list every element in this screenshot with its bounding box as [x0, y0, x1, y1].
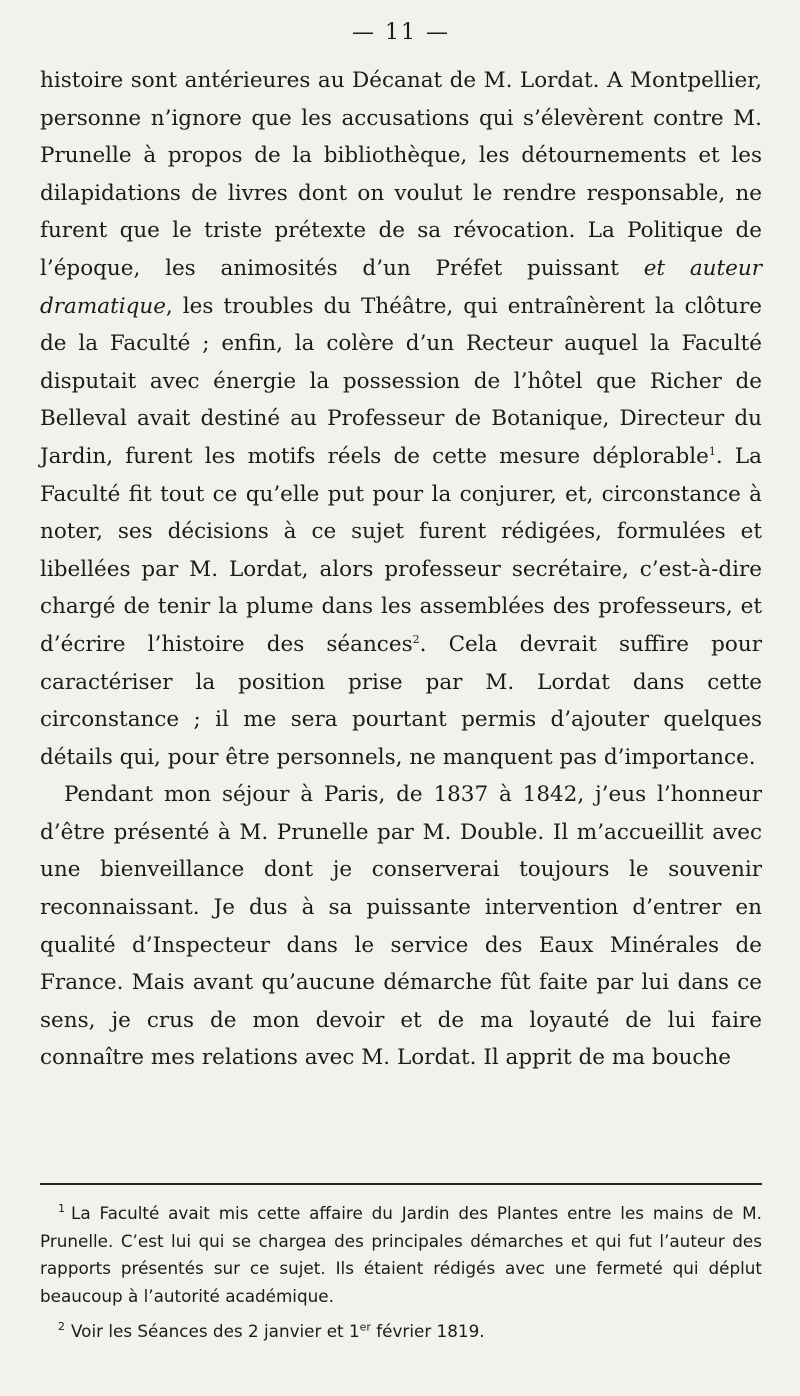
main-text [40, 62, 762, 1077]
footnote-1-mark: 1 [58, 1202, 65, 1216]
p1-text-1: histoire sont antérieures au Décanat de M. Lordat. A Montpellier, personne n’ignore que les accusations qui s’élevèrent contre M. Prunelle à propos de la bibliothèque, les détournements et les dilapidations de livres dont on voulut le rendre responsable, ne furent que le triste prétexte de sa révocation. La Politique de l’époque, les animosités d’un Préfet puissant [40, 68, 762, 281]
p1-text-4: . Cela devrait suffire pour caractériser la position prise par M. Lordat dans cette circonstance ; il me sera pourtant permis d’ajouter quelques détails qui, pour être personnels, ne manquent pas d’importance. [40, 631, 762, 770]
footnote-2-text-after: février 1819. [370, 1321, 485, 1341]
footnote-2 [40, 1318, 762, 1346]
footnote-2-mark: 2 [58, 1320, 65, 1334]
book-page [40, 0, 762, 1396]
p1-text-3: . La Faculté fit tout ce qu’elle put pour la conjurer, et, circonstance à noter, ses décisions à ce sujet furent rédigées, formulées et libellées par M. Lordat, alors professeur secrétaire, c’est-à-dire chargé de tenir la plume dans les assemblées des professeurs, et d’écrire l’histoire des séances [40, 443, 762, 657]
footnote-divider [40, 1183, 762, 1185]
paragraph-1 [40, 62, 762, 776]
footnote-ref-1[interactable]: 1 [708, 444, 716, 458]
p1-text-2: , les troubles du Théâtre, qui entraînèrent la clôture de la Faculté ; enfin, la colère d’un Recteur auquel la Faculté disputait avec énergie la possession de l’hôtel que Richer de Belleval avait destiné au Professeur de Botanique, Directeur du Jardin, furent les motifs réels de cette mesure déplorable [40, 293, 762, 469]
footnote-2-ordinal: er [359, 1320, 371, 1334]
footnote-1-text: La Faculté avait mis cette affaire du Jardin des Plantes entre les mains de M. Prunelle. C’est lui qui se chargea des principales démarches et qui fut l’auteur des rapports présentés sur ce sujet. Ils étaient rédigés avec une fermeté qui déplut beaucoup à l’autorité académique. [40, 1203, 762, 1306]
page-number: — 11 — [352, 20, 450, 45]
footnotes [40, 1200, 762, 1346]
p1-italic: et auteur dramatique [40, 255, 762, 319]
footnote-1 [40, 1200, 762, 1310]
footnote-ref-2[interactable]: 2 [412, 632, 420, 646]
footnote-2-text-before: Voir les Séances des 2 janvier et 1 [71, 1321, 360, 1341]
paragraph-2: Pendant mon séjour à Paris, de 1837 à 1842, j’eus l’honneur d’être présenté à M. Prunelle par M. Double. Il m’accueillit avec une bienveillance dont je conserverai toujours le souvenir reconnaissant. Je dus à sa puissante intervention d’entrer en qualité d’Inspecteur dans le service des Eaux Minérales de France. Mais avant qu’aucune démarche fût faite par lui dans ce sens, je crus de mon devoir et de ma loyauté de lui faire connaître mes relations avec M. Lordat. Il apprit de ma bouche [40, 782, 762, 1071]
